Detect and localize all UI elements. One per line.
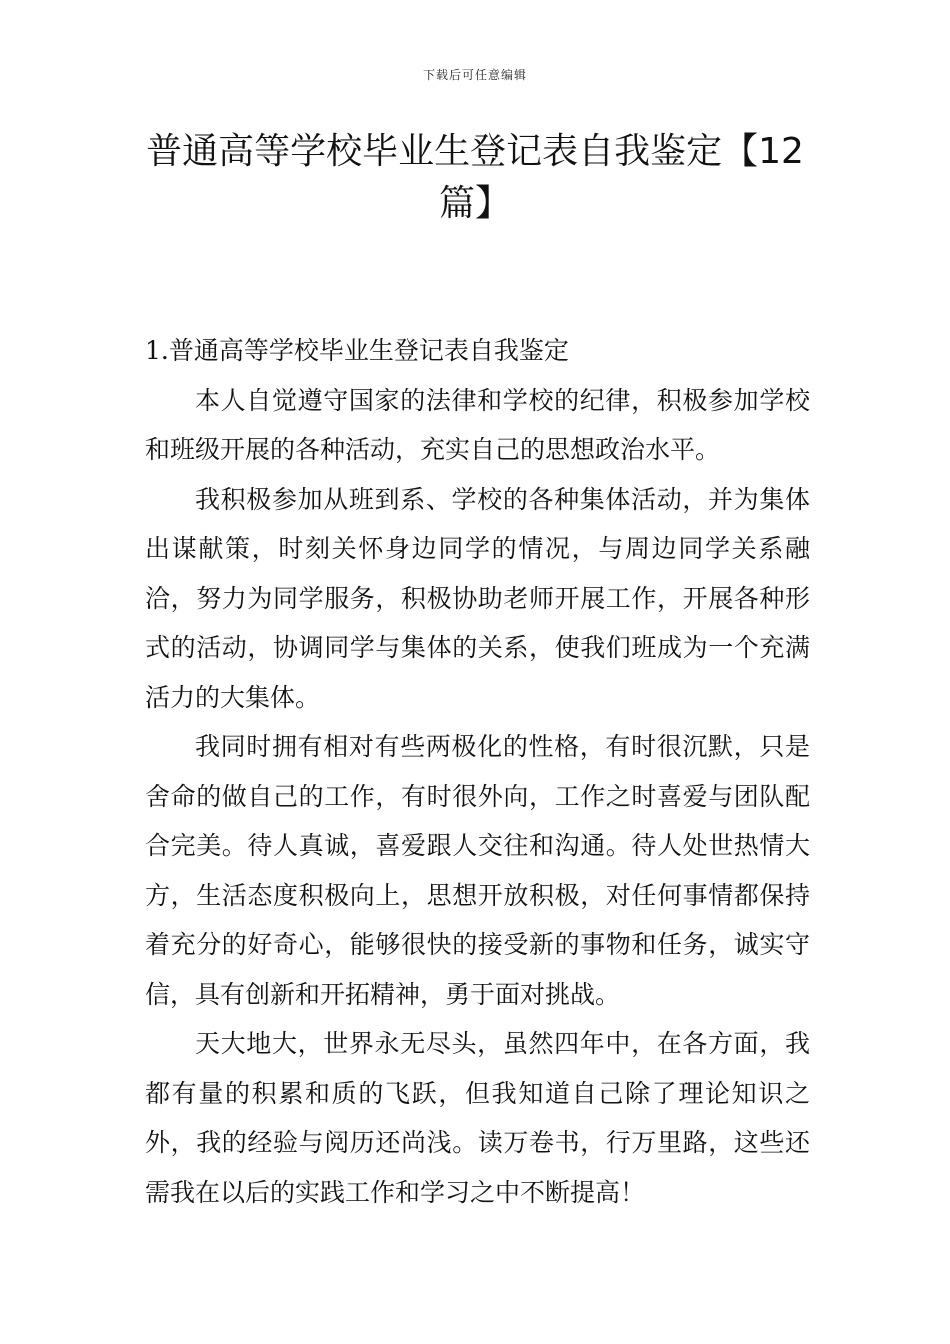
section-heading: 1.普通高等学校毕业生登记表自我鉴定 [145, 336, 569, 365]
header-note: 下载后可任意编辑 [422, 68, 527, 82]
page-title: 普通高等学校毕业生登记表自我鉴定【12篇】 [146, 131, 804, 224]
paragraph-2: 我积极参加从班到系、学校的各种集体活动，并为集体出谋献策，时刻关怀身边同学的情况，与周边同学关系融洽，努力为同学服务，积极协助老师开展工作，开展各种形式的活动，协调同学与集体的关系，使我们班成为一个充满活力的大集体。 [145, 484, 810, 712]
paragraph-3: 我同时拥有相对有些两极化的性格，有时很沉默，只是舍命的做自己的工作，有时很外向，工作之时喜爱与团队配合完美。待人真诚，喜爱跟人交往和沟通。待人处世热情大方，生活态度积极向上，思想开放积极，对任何事情都保持着充分的好奇心，能够很快的接受新的事物和任务，诚实守信，具有创新和开拓精神，勇于面对挑战。 [145, 732, 810, 1009]
document-body [145, 326, 810, 1217]
paragraph-4: 天大地大，世界永无尽头，虽然四年中，在各方面，我都有量的积累和质的飞跃，但我知道自己除了理论知识之外，我的经验与阅历还尚浅。读万卷书，行万里路，这些还需我在以后的实践工作和学习之中不断提高！ [145, 1029, 810, 1207]
paragraph-1: 本人自觉遵守国家的法律和学校的纪律，积极参加学校和班级开展的各种活动，充实自己的思想政治水平。 [145, 385, 810, 464]
